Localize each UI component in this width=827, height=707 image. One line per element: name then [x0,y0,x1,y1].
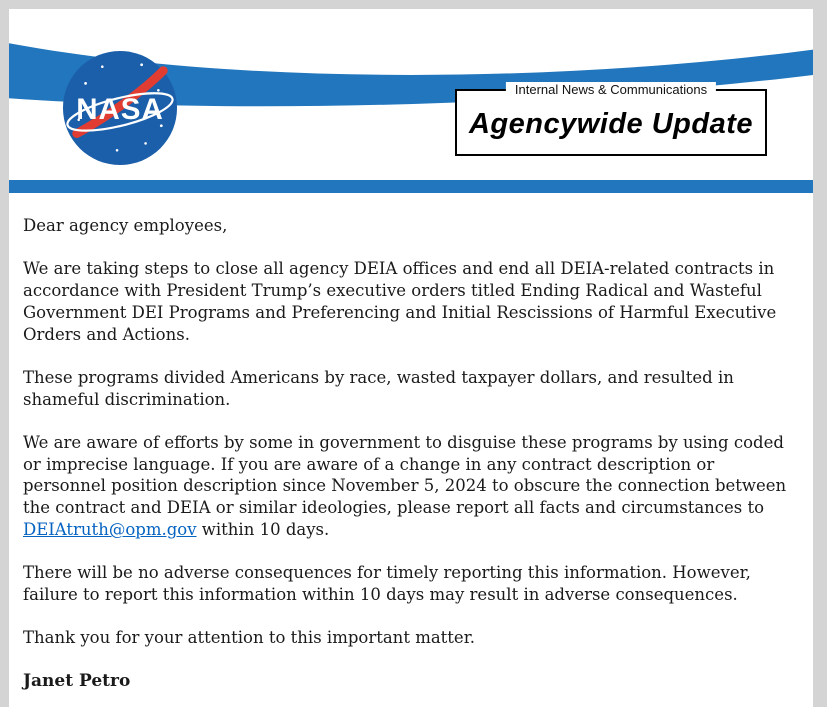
paragraph-with-link [23,432,797,542]
newsletter-title: Agencywide Update [468,108,754,140]
email-body [9,193,813,693]
nasa-meatball-icon [61,49,179,167]
report-text-after: within 10 days. [196,520,330,540]
divider-bar [9,180,813,193]
paragraph: Thank you for your attention to this important matter. [23,628,476,648]
masthead [9,9,813,180]
kicker-label: Internal News & Communications [506,82,716,97]
nasa-logo-text: NASA [76,92,164,126]
salutation: Dear agency employees, [23,216,228,235]
signature: Janet Petro [23,671,131,692]
email-link[interactable]: DEIAtruth@opm.gov [23,520,197,540]
paragraph: These programs divided Americans by race, wasted taxpayer dollars, and resulted in shameful discrimination. [23,367,734,409]
paragraph: There will be no adverse consequences for timely reporting this information. However, failure to report this information within 10 days may result in adverse consequences. [23,563,751,605]
paragraph: We are taking steps to close all agency DEIA offices and end all DEIA-related contracts in accordance with President Trump’s executive orders titled Ending Radical and Wasteful Government DEI Programs and Preferencing and Initial Rescissions of Harmful Executive Orders and Actions. [23,258,777,344]
nasa-logo [61,49,179,167]
agencywide-update-box [455,82,767,156]
email-page [9,9,813,707]
report-text-before: We are aware of efforts by some in government to disguise these programs by using coded or imprecise language. If you are aware of a change in any contract description or personnel position description since November 5, 2024 to obscure the connection between the contract and DEIA or similar ideologies, please report all facts and circumstances to [23,432,787,518]
